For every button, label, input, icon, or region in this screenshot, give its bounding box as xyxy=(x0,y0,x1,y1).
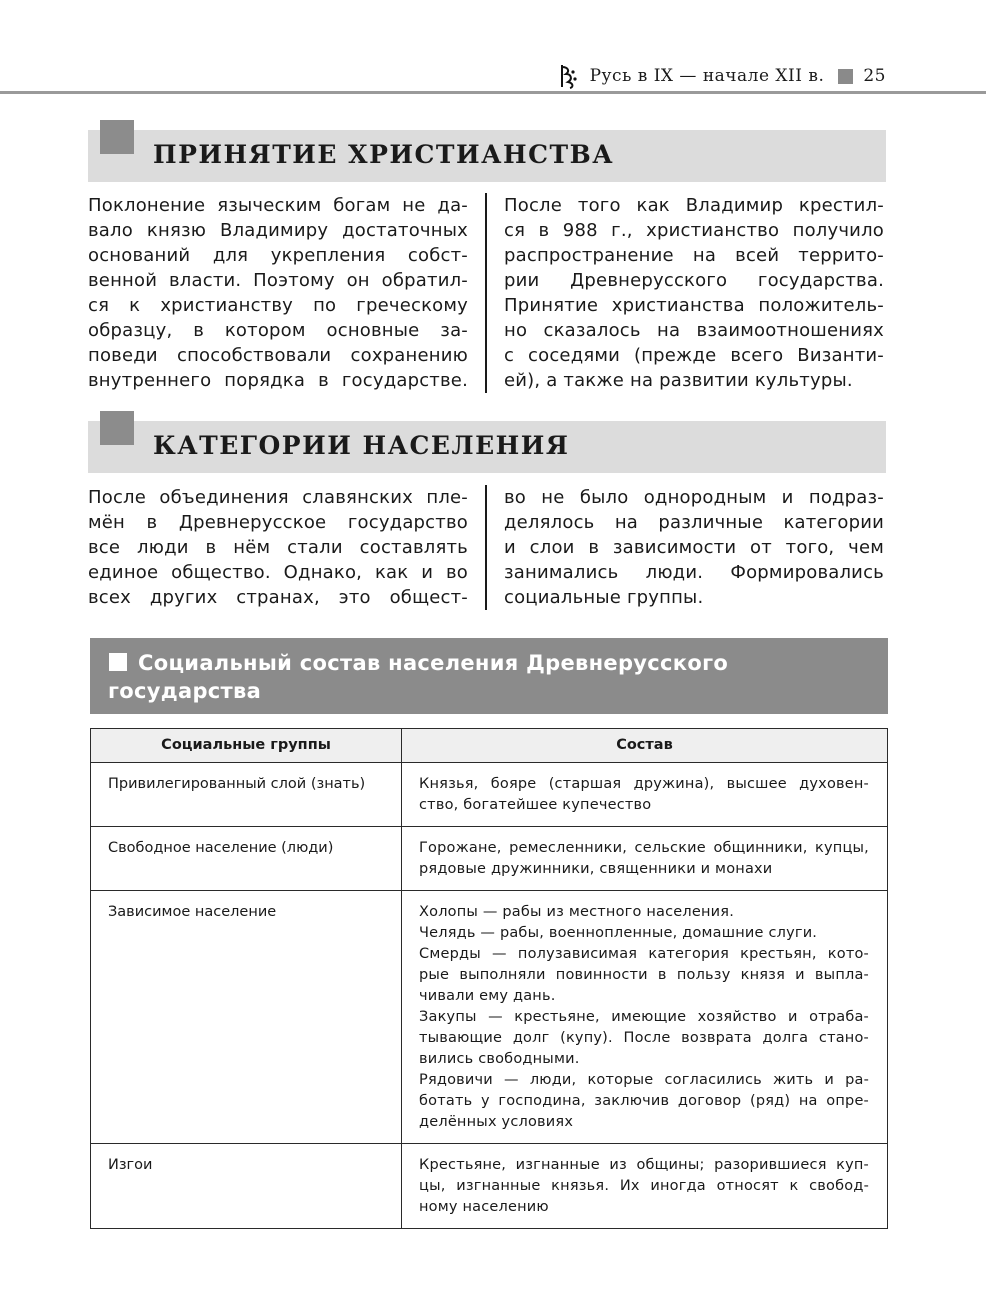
table-header-row xyxy=(91,729,888,763)
text-line: единое общество. Однако, как и во xyxy=(88,562,468,583)
composition-line: Рядовичи — люди, которые согласились жить и ра- xyxy=(419,1072,869,1088)
text-line: вало князю Владимиру достаточных xyxy=(88,220,468,241)
composition-line: делённых условиях xyxy=(419,1114,574,1130)
square-marker-icon xyxy=(100,120,134,154)
table-row xyxy=(91,891,888,1144)
text-line: После объединения славянских пле- xyxy=(88,487,468,508)
composition-cell xyxy=(402,891,888,1144)
column-header-composition: Состав xyxy=(402,729,888,763)
text-line: социальные группы. xyxy=(504,587,704,608)
social-groups-table xyxy=(90,728,888,1229)
text-line: мён в Древнерусское государство xyxy=(88,512,468,533)
text-line: Поклонение языческим богам не да- xyxy=(88,195,468,216)
section2-left-column xyxy=(88,485,487,610)
composition-line: тывающие долг (купу). После возврата долга стано- xyxy=(419,1030,869,1046)
table-row xyxy=(91,763,888,827)
composition-cell xyxy=(402,827,888,891)
composition-line: Князья, бояре (старшая дружина), высшее духовен- xyxy=(419,776,869,792)
composition-line: Крестьяне, изгнанные из общины; разорившиеся куп- xyxy=(419,1157,869,1173)
text-line: После того как Владимир крестил- xyxy=(504,195,884,216)
composition-line: ботать у господина, заключив договор (ряд) на опре- xyxy=(419,1093,869,1109)
text-line: и слои в зависимости от того, чем xyxy=(504,537,884,558)
running-header xyxy=(0,0,986,92)
text-line: все люди в нём стали составлять xyxy=(88,537,468,558)
section1-columns xyxy=(88,193,886,393)
text-line: ся в 988 г., христианство получило xyxy=(504,220,884,241)
text-line: внутреннего порядка в государстве. xyxy=(88,370,468,391)
section1-right-column xyxy=(487,193,884,393)
table-row xyxy=(91,827,888,891)
text-line: делялось на различные категории xyxy=(504,512,884,533)
composition-cell xyxy=(402,1144,888,1229)
section-header-population xyxy=(88,421,886,473)
composition-line: Закупы — крестьяне, имеющие хозяйство и отраба- xyxy=(419,1009,869,1025)
table-row xyxy=(91,1144,888,1229)
social-group-cell: Изгои xyxy=(91,1144,402,1229)
table-caption xyxy=(90,638,888,714)
social-group-cell: Свободное население (люди) xyxy=(91,827,402,891)
text-line: ей), а также на развитии культуры. xyxy=(504,370,853,391)
section-title: КАТЕГОРИИ НАСЕЛЕНИЯ xyxy=(153,431,570,460)
running-header-title: Русь в IX — начале XII в. xyxy=(589,66,825,86)
section2-columns xyxy=(88,485,886,610)
table-caption-text: Социальный состав населения Древнерусского государства xyxy=(108,651,729,703)
composition-line: ство, богатейшее купечество xyxy=(419,797,652,813)
text-line: но сказалось на взаимоотношениях xyxy=(504,320,884,341)
composition-line: цы, изгнанные князья. Их иногда относят к свобод- xyxy=(419,1178,869,1194)
text-line: с соседями (прежде всего Византи- xyxy=(504,345,884,366)
composition-cell xyxy=(402,763,888,827)
text-line: рии Древнерусского государства. xyxy=(504,270,884,291)
text-line: занимались люди. Формировались xyxy=(504,562,884,583)
text-line: образцу, в котором основные за- xyxy=(88,320,468,341)
composition-line: Челядь — рабы, военнопленные, домашние слуги. xyxy=(419,925,818,941)
section2-right-column xyxy=(487,485,884,610)
section1-left-column xyxy=(88,193,487,393)
section-title: ПРИНЯТИЕ ХРИСТИАНСТВА xyxy=(153,140,615,169)
composition-line: Горожане, ремесленники, сельские общинники, купцы, xyxy=(419,840,869,856)
composition-line: рядовые дружинники, священники и монахи xyxy=(419,861,773,877)
column-header-groups: Социальные группы xyxy=(91,729,402,763)
composition-line: чивали ему дань. xyxy=(419,988,556,1004)
social-group-cell: Зависимое население xyxy=(91,891,402,1144)
ornament-icon xyxy=(558,63,580,89)
text-line: оснований для укрепления собст- xyxy=(88,245,468,266)
social-group-cell: Привилегированный слой (знать) xyxy=(91,763,402,827)
composition-line: ному населению xyxy=(419,1199,549,1215)
composition-line: Холопы — рабы из местного населения. xyxy=(419,904,735,920)
text-line: всех других странах, это общест- xyxy=(88,587,468,608)
text-line: Принятие христианства положитель- xyxy=(504,295,884,316)
section-header-christianity xyxy=(88,130,886,182)
square-marker-icon xyxy=(100,411,134,445)
text-line: ся к христианству по греческому xyxy=(88,295,468,316)
composition-line: Смерды — полузависимая категория крестьян, кото- xyxy=(419,946,869,962)
text-line: во не было однородным и подраз- xyxy=(504,487,884,508)
composition-line: вились свободными. xyxy=(419,1051,580,1067)
text-line: поведи способствовали сохранению xyxy=(88,345,468,366)
square-marker-icon xyxy=(838,69,853,84)
header-rule xyxy=(0,91,986,94)
composition-line: рые выполняли повинности в пользу князя и выпла- xyxy=(419,967,869,983)
page-number: 25 xyxy=(863,66,886,86)
text-line: венной власти. Поэтому он обратил- xyxy=(88,270,468,291)
text-line: распространение на всей террито- xyxy=(504,245,884,266)
